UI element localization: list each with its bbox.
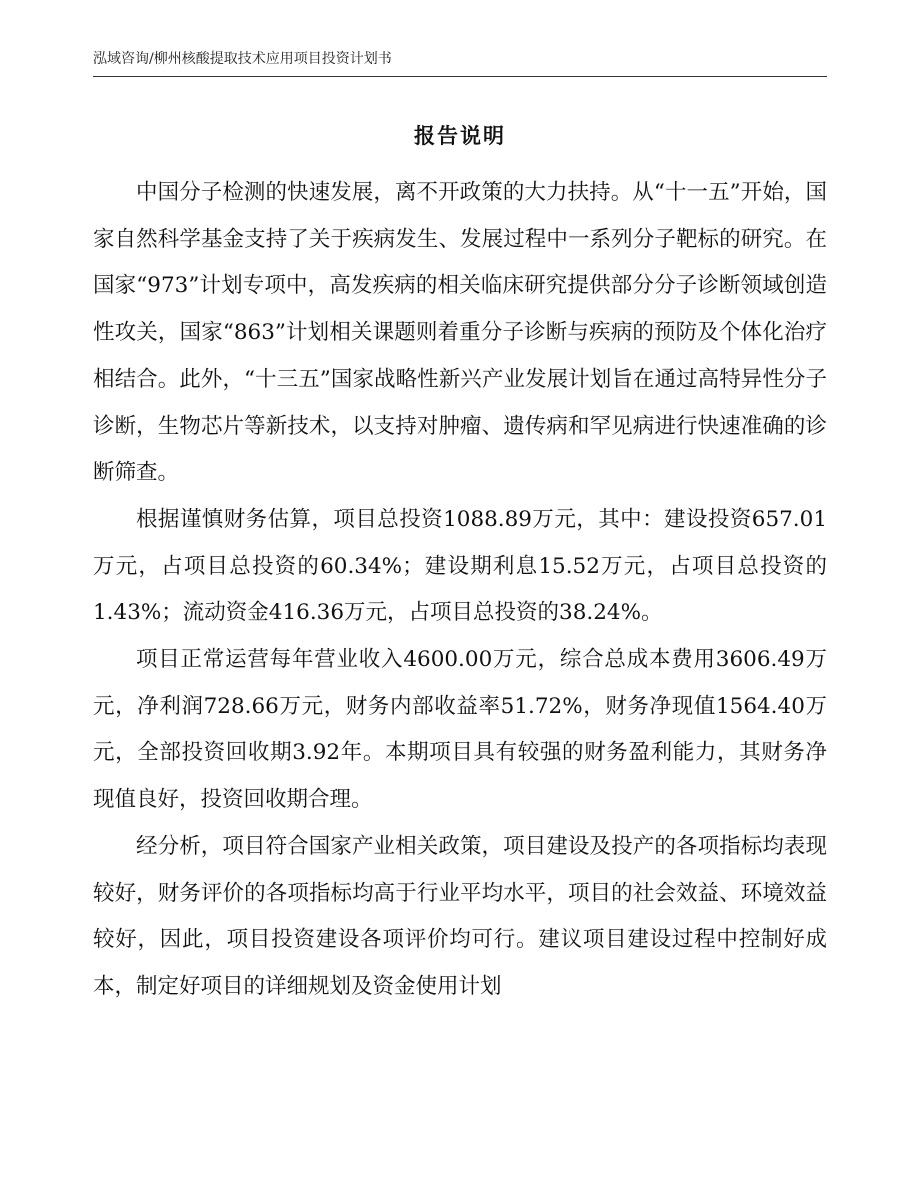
running-header: 泓域咨询/柳州核酸提取技术应用项目投资计划书 xyxy=(93,48,827,77)
report-body xyxy=(93,170,827,1011)
page-title: 报告说明 xyxy=(414,123,506,148)
paragraph-policy-background: 中国分子检测的快速发展，离不开政策的大力扶持。从“十一五”开始，国家自然科学基金支持了关于疾病发生、发展过程中一系列分子靶标的研究。在国家“973”计划专项中，高发疾病的相关临床研究提供部分分子诊断领域创造性攻关，国家“863”计划相关课题则着重分子诊断与疾病的预防及个体化治疗相结合。此外，“十三五”国家战略性新兴产业发展计划旨在通过高特异性分子诊断，生物芯片等新技术，以支持对肿瘤、遗传病和罕见病进行快速准确的诊断筛查。 xyxy=(93,180,827,486)
paragraph-analysis-conclusion: 经分析，项目符合国家产业相关政策，项目建设及投产的各项指标均表现较好，财务评价的各项指标均高于行业平均水平，项目的社会效益、环境效益较好，因此，项目投资建设各项评价均可行。建议项目建设过程中控制好成本，制定好项目的详细规划及资金使用计划 xyxy=(93,833,827,999)
paragraph-investment-estimate: 根据谨慎财务估算，项目总投资1088.89万元，其中：建设投资657.01万元，占项目总投资的60.34%；建设期利息15.52万元，占项目总投资的1.43%；流动资金416.36万元，占项目总投资的38.24%。 xyxy=(93,506,827,626)
paragraph-financial-returns: 项目正常运营每年营业收入4600.00万元，综合总成本费用3606.49万元，净利润728.66万元，财务内部收益率51.72%，财务净现值1564.40万元，全部投资回收期3.92年。本期项目具有较强的财务盈利能力，其财务净现值良好，投资回收期合理。 xyxy=(93,647,827,813)
